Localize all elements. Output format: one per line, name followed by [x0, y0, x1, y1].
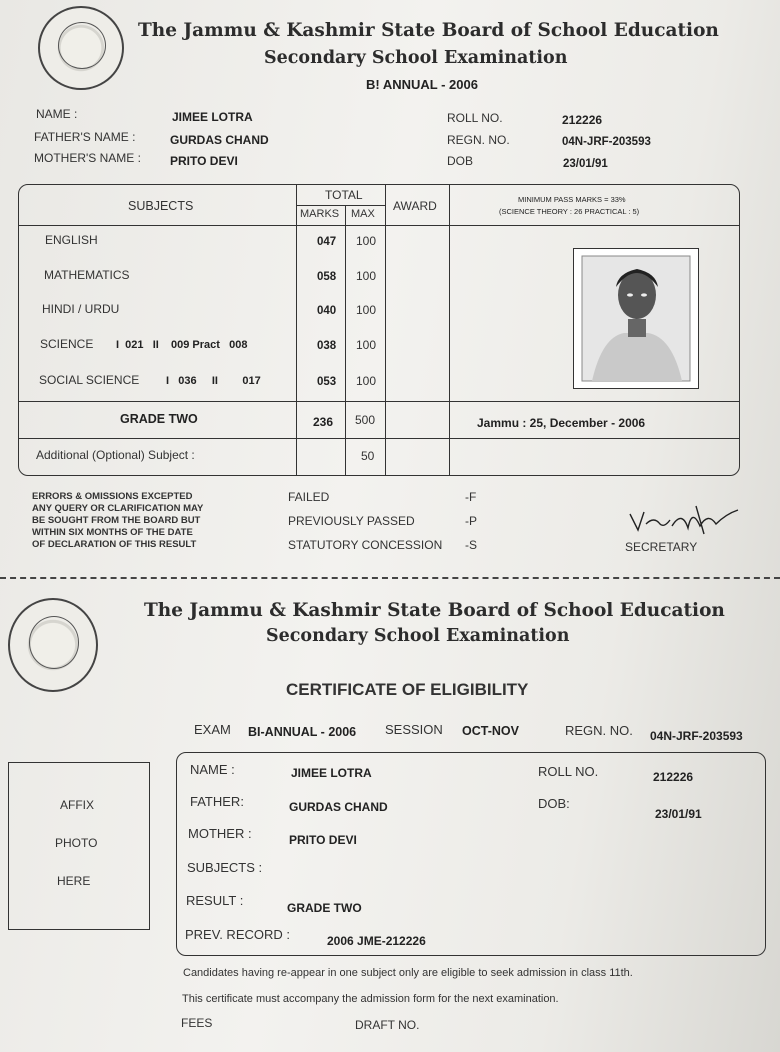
certificate-mother-label: MOTHER :	[188, 826, 252, 841]
additional-max: 50	[361, 449, 375, 463]
mother-label: MOTHER'S NAME :	[34, 151, 141, 165]
award-header: AWARD	[393, 199, 437, 213]
min-pass-line1: MINIMUM PASS MARKS = 33%	[518, 195, 626, 204]
certificate-father-value: GURDAS CHAND	[289, 800, 388, 814]
certificate-mother-value: PRITO DEVI	[289, 833, 357, 847]
name-label: NAME :	[36, 107, 78, 121]
roll-label: ROLL NO.	[447, 111, 503, 125]
certificate-roll-value: 212226	[653, 770, 694, 784]
total-header: TOTAL	[325, 188, 363, 202]
legend-code: -S	[465, 538, 477, 552]
subject-max: 100	[356, 303, 377, 317]
subject-marks: 047	[317, 236, 337, 248]
subject-marks: 053	[317, 376, 337, 388]
student-photo	[573, 248, 699, 389]
certificate-heading: CERTIFICATE OF ELIGIBILITY	[286, 680, 529, 699]
affix-text: HERE	[57, 874, 91, 888]
certificate-regn-value: 04N-JRF-203593	[650, 729, 743, 743]
subject-name: MATHEMATICS	[44, 268, 130, 282]
subjects-header: SUBJECTS	[128, 199, 194, 213]
prev-record-value: 2006 JME-212226	[327, 934, 426, 948]
name-value: JIMEE LOTRA	[172, 110, 253, 124]
subject-marks: 058	[317, 271, 337, 283]
subject-name: ENGLISH	[45, 233, 98, 247]
dob-value: 23/01/91	[563, 158, 608, 170]
exam-title: Secondary School Examination	[264, 48, 568, 68]
total-marks: 236	[313, 415, 334, 429]
prev-record-label: PREV. RECORD :	[185, 927, 290, 942]
certificate-dob-label: DOB:	[538, 796, 570, 811]
father-value: GURDAS CHAND	[170, 133, 269, 147]
board-emblem	[38, 6, 124, 90]
min-pass-line2: (SCIENCE THEORY : 26 PRACTICAL : 5)	[499, 207, 640, 216]
roll-value: 212226	[562, 113, 603, 127]
legend-code: -F	[465, 490, 477, 504]
legend-text: FAILED	[288, 490, 330, 504]
affix-text: AFFIX	[60, 798, 95, 812]
certificate-father-label: FATHER:	[190, 794, 244, 809]
subject-max: 100	[356, 269, 377, 283]
subject-name: SCIENCE	[40, 337, 94, 351]
board-title: The Jammu & Kashmir State Board of School Education	[138, 20, 719, 41]
certificate-regn-label: REGN. NO.	[565, 723, 633, 738]
exam-label: EXAM	[194, 722, 231, 737]
regn-label: REGN. NO.	[447, 133, 510, 147]
exam-value: BI-ANNUAL - 2006	[248, 725, 357, 739]
subject-detail: I 021 II 009 Pract 008	[116, 339, 248, 351]
mother-value: PRITO DEVI	[170, 154, 238, 168]
legend-text: PREVIOUSLY PASSED	[288, 514, 415, 528]
secretary-signature	[626, 500, 746, 538]
affix-text: PHOTO	[55, 836, 98, 850]
certificate-result-label: RESULT :	[186, 893, 244, 908]
certificate-dob-value: 23/01/91	[655, 807, 702, 821]
subject-name: SOCIAL SCIENCE	[39, 373, 140, 387]
subject-max: 100	[356, 234, 377, 248]
certificate-board-title: The Jammu & Kashmir State Board of School Education	[144, 600, 725, 621]
eligibility-note: Candidates having re-appear in one subject only are eligible to seek admission in class 11th.	[183, 967, 633, 979]
board-emblem	[8, 598, 98, 692]
result-date-place: Jammu : 25, December - 2006	[477, 416, 646, 430]
errors-note: ERRORS & OMISSIONS EXCEPTED ANY QUERY OR CLARIFICATION MAY BE SOUGHT FROM THE BOARD BUT WITHIN SIX MONTHS OF THE DATE OF DECLARATION OF THIS RESULT	[32, 491, 204, 550]
max-header: MAX	[351, 208, 375, 220]
certificate-exam-title: Secondary School Examination	[266, 626, 570, 646]
certificate-name-label: NAME :	[190, 762, 235, 777]
draft-no-label: DRAFT NO.	[355, 1018, 420, 1032]
subject-name: HINDI / URDU	[42, 302, 120, 316]
subject-max: 100	[356, 374, 377, 388]
subject-max: 100	[356, 338, 377, 352]
marks-header: MARKS	[300, 208, 340, 220]
session-label: SESSION	[385, 722, 443, 737]
legend-text: STATUTORY CONCESSION	[288, 538, 443, 552]
total-max: 500	[355, 413, 376, 427]
regn-value: 04N-JRF-203593	[562, 136, 651, 148]
session-value: OCT-NOV	[462, 724, 519, 738]
fees-label: FEES	[181, 1016, 213, 1030]
father-label: FATHER'S NAME :	[34, 130, 136, 144]
accompany-note: This certificate must accompany the admission form for the next examination.	[182, 993, 559, 1005]
certificate-roll-label: ROLL NO.	[538, 764, 599, 779]
cut-line	[0, 577, 780, 579]
grade-result: GRADE TWO	[120, 412, 198, 426]
secretary-title: SECRETARY	[625, 540, 698, 554]
subject-detail: I 036 II 017	[166, 375, 261, 387]
student-portrait-image	[574, 249, 698, 388]
additional-subject-label: Additional (Optional) Subject :	[36, 448, 195, 462]
certificate-name-value: JIMEE LOTRA	[291, 766, 372, 780]
dob-label: DOB	[447, 154, 474, 168]
exam-session: B! ANNUAL - 2006	[366, 77, 478, 92]
certificate-subjects-label: SUBJECTS :	[187, 860, 263, 875]
subject-marks: 040	[317, 305, 337, 317]
subject-marks: 038	[317, 340, 337, 352]
legend-code: -P	[465, 514, 477, 528]
certificate-result-value: GRADE TWO	[287, 901, 362, 915]
